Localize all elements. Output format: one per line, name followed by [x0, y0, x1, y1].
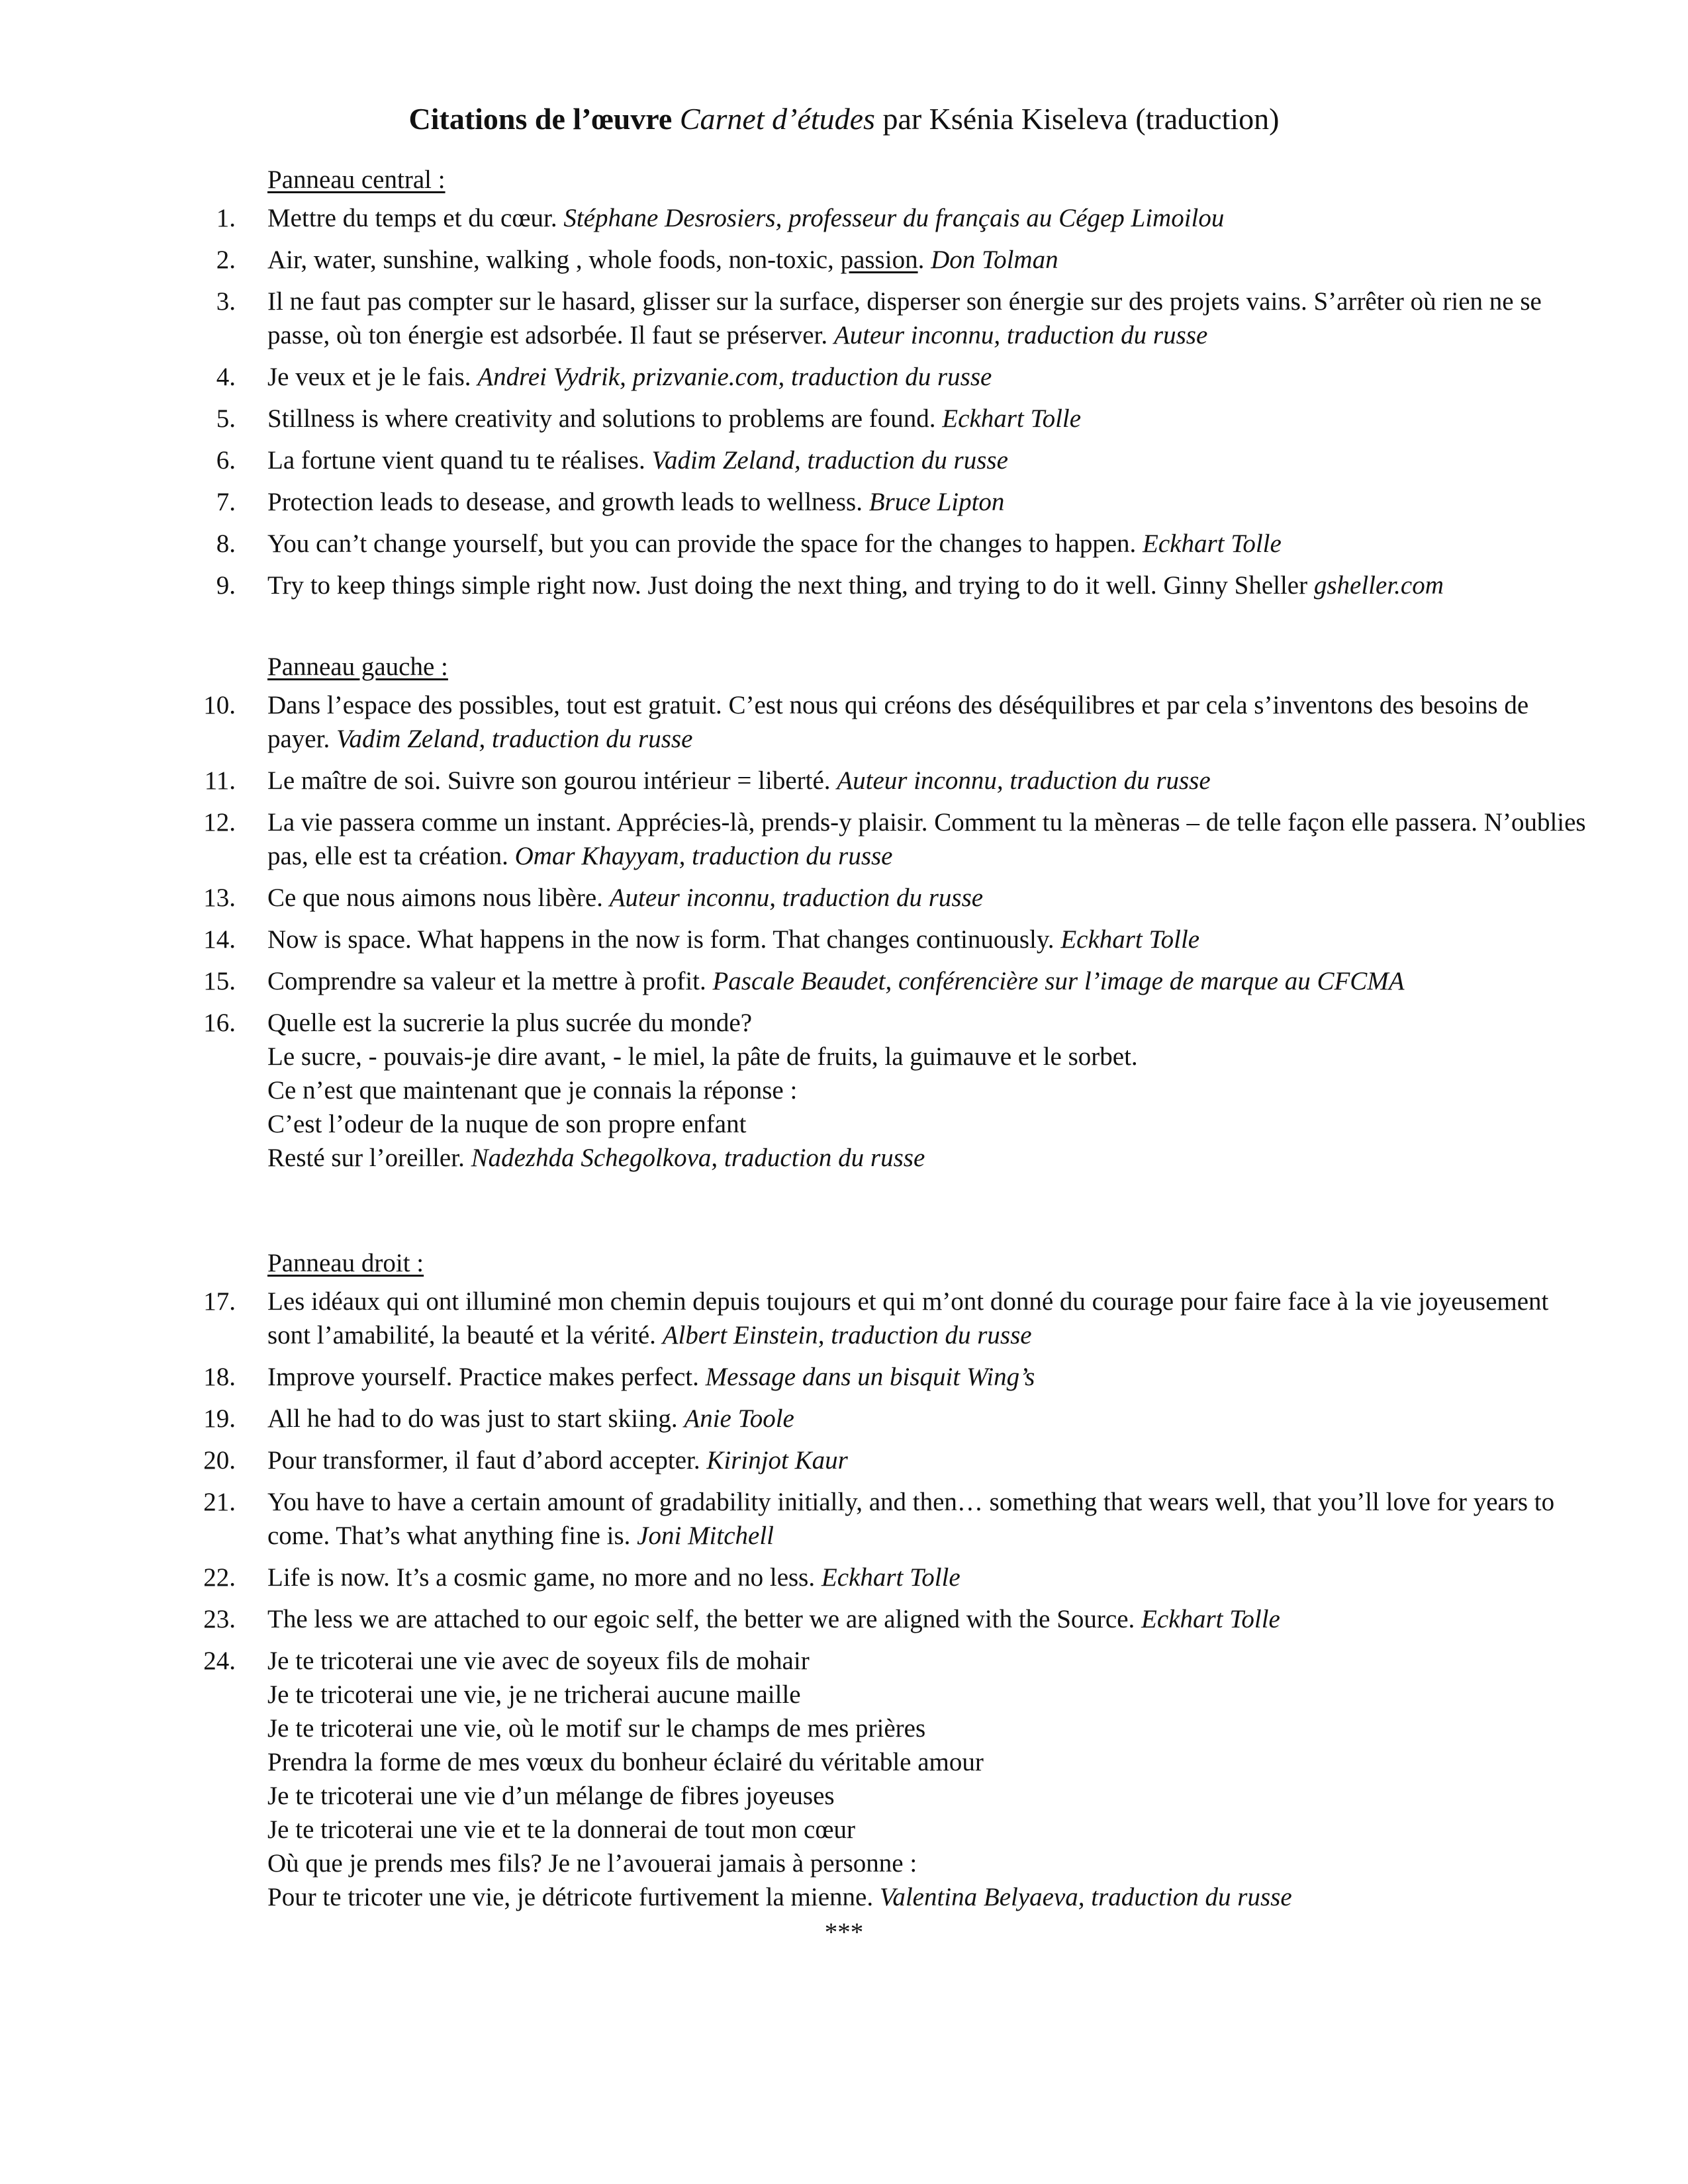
quote-item — [199, 1360, 1595, 1394]
quote-number: 4. — [216, 363, 236, 391]
quote-number: 7. — [216, 488, 236, 516]
poem-line: Je te tricoterai une vie, je ne tricherai aucune maille — [267, 1680, 801, 1709]
title-italic-part: Carnet d’études — [679, 102, 875, 136]
quote-author: Eckhart Tolle — [1141, 1605, 1280, 1633]
poem-line: Je te tricoterai une vie avec de soyeux fils de mohair — [267, 1647, 810, 1675]
quote-item — [199, 443, 1595, 477]
poem-line: Ce n’est que maintenant que je connais la réponse : — [267, 1076, 798, 1105]
quote-number: 15. — [203, 967, 236, 995]
quote-text: Protection leads to desease, and growth leads to wellness. — [267, 488, 863, 516]
quote-author: Eckhart Tolle — [821, 1563, 961, 1592]
quote-text: Le maître de soi. Suivre son gourou intérieur = liberté. — [267, 766, 831, 795]
poem-line: Je te tricoterai une vie et te la donnerai de tout mon cœur — [267, 1815, 855, 1844]
quote-item — [199, 1006, 1595, 1175]
quote-author: Albert Einstein, traduction du russe — [662, 1321, 1032, 1349]
quote-item — [199, 1644, 1595, 1914]
quote-number: 12. — [203, 808, 236, 837]
quote-item — [199, 485, 1595, 519]
quote-author: Eckhart Tolle — [942, 404, 1082, 433]
quote-author: Vadim Zeland, traduction du russe — [651, 446, 1008, 475]
quote-author: Joni Mitchell — [637, 1522, 774, 1550]
quote-author: Auteur inconnu, traduction du russe — [837, 766, 1211, 795]
quote-number: 10. — [203, 691, 236, 719]
quote-item — [199, 569, 1595, 602]
quote-author: Bruce Lipton — [868, 488, 1005, 516]
quote-author: Vadim Zeland, traduction du russe — [336, 725, 693, 753]
section-spacer — [199, 1183, 1595, 1246]
quote-number: 16. — [203, 1009, 236, 1037]
poem-line: Je te tricoterai une vie d’un mélange de fibres joyeuses — [267, 1782, 835, 1810]
quote-number: 5. — [216, 404, 236, 433]
quote-text: Les idéaux qui ont illuminé mon chemin depuis toujours et qui m’ont donné du courage pour faire face à la vie joyeusement sont l’amabilité, la beauté et la vérité. — [267, 1287, 1549, 1349]
poem-line: Quelle est la sucrerie la plus sucrée du monde? — [267, 1009, 753, 1037]
poem-line: Prendra la forme de mes vœux du bonheur éclairé du véritable amour — [267, 1748, 984, 1776]
section-heading: Panneau droit : — [267, 1249, 424, 1277]
quote-text: Pour transformer, il faut d’abord accepter. — [267, 1446, 700, 1475]
quote-text: La vie passera comme un instant. Apprécies-là, prends-y plaisir. Comment tu la mèneras – de telle façon elle passera. N’oublies pas, elle est ta création. — [267, 808, 1586, 870]
quote-item — [199, 360, 1595, 394]
quote-text: Pour te tricoter une vie, je détricote furtivement la mienne. — [267, 1883, 874, 1911]
quote-author: Nadezhda Schegolkova, traduction du russe — [471, 1144, 925, 1172]
section-heading: Panneau gauche : — [267, 653, 448, 681]
quote-list — [199, 201, 1595, 602]
quote-item — [199, 402, 1595, 435]
quote-author: Andrei Vydrik, prizvanie.com, traduction du russe — [477, 363, 992, 391]
quote-author: Omar Khayyam, traduction du russe — [514, 842, 893, 870]
quote-text: All he had to do was just to start skiing. — [267, 1404, 678, 1433]
quote-author: Auteur inconnu, traduction du russe — [833, 321, 1208, 349]
quote-number: 6. — [216, 446, 236, 475]
quote-list — [199, 1285, 1595, 1914]
quote-item — [199, 285, 1595, 352]
quote-author: Kirinjot Kaur — [706, 1446, 848, 1475]
document-title — [93, 99, 1595, 139]
quote-text: Resté sur l’oreiller. — [267, 1144, 465, 1172]
quote-number: 19. — [203, 1404, 236, 1433]
quote-item — [199, 1485, 1595, 1553]
quote-text: Life is now. It’s a cosmic game, no more and no less. — [267, 1563, 816, 1592]
quote-text: Il ne faut pas compter sur le hasard, glisser sur la surface, disperser son énergie sur des projets vains. S’arrêter où rien ne se passe, où ton énergie est adsorbée. Il faut se préserver. — [267, 287, 1542, 349]
quote-item — [199, 243, 1595, 277]
section-panneau-central — [199, 163, 1595, 602]
poem-last-line — [267, 1141, 1595, 1175]
quote-text-before: Air, water, sunshine, walking , whole foods, non-toxic, — [267, 246, 834, 274]
quote-number: 21. — [203, 1488, 236, 1516]
quote-item — [199, 805, 1595, 873]
quote-number: 24. — [203, 1647, 236, 1675]
section-panneau-droit — [199, 1246, 1595, 1914]
title-rest-part: par Ksénia Kiseleva (traduction) — [882, 102, 1280, 136]
quote-text: Comprendre sa valeur et la mettre à profit. — [267, 967, 706, 995]
poem-line: Je te tricoterai une vie, où le motif sur le champs de mes prières — [267, 1714, 926, 1743]
end-marker: *** — [824, 1918, 864, 1946]
quote-author: Valentina Belyaeva, traduction du russe — [879, 1883, 1292, 1911]
quote-text: Now is space. What happens in the now is form. That changes continuously. — [267, 925, 1055, 954]
quote-author: Anie Toole — [684, 1404, 794, 1433]
quote-item — [199, 688, 1595, 756]
quote-author: Message dans un bisquit Wing’s — [705, 1363, 1035, 1391]
quote-text: Je veux et je le fais. — [267, 363, 471, 391]
section-spacer — [199, 610, 1595, 650]
quote-author: Eckhart Tolle — [1060, 925, 1200, 954]
quote-number: 13. — [203, 884, 236, 912]
quote-text: Improve yourself. Practice makes perfect. — [267, 1363, 699, 1391]
quote-item — [199, 964, 1595, 998]
quote-item — [199, 201, 1595, 235]
section-panneau-gauche — [199, 650, 1595, 1175]
quote-number: 9. — [216, 571, 236, 600]
title-bold-part: Citations de l’œuvre — [408, 102, 673, 136]
quote-text: Dans l’espace des possibles, tout est gratuit. C’est nous qui créons des déséquilibres et par cela s’inventons des besoins de payer. — [267, 691, 1529, 753]
quote-text-after: . — [917, 246, 925, 274]
quote-text — [267, 246, 924, 274]
quote-number: 2. — [216, 246, 236, 274]
quote-text: Try to keep things simple right now. Just doing the next thing, and trying to do it well. Ginny Sheller — [267, 571, 1308, 600]
quote-text: Stillness is where creativity and solutions to problems are found. — [267, 404, 936, 433]
quote-item — [199, 1561, 1595, 1594]
quote-item — [199, 923, 1595, 956]
quote-text-underlined: passion — [840, 246, 918, 274]
quote-author: Eckhart Tolle — [1143, 529, 1282, 558]
quote-author: Auteur inconnu, traduction du russe — [609, 884, 984, 912]
quote-number: 14. — [203, 925, 236, 954]
quote-text: You can’t change yourself, but you can provide the space for the changes to happen. — [267, 529, 1137, 558]
quote-number: 3. — [216, 287, 236, 316]
quote-item — [199, 764, 1595, 797]
quote-text: You have to have a certain amount of gradability initially, and then… something that wears well, that you’ll love for years to come. That’s what anything fine is. — [267, 1488, 1555, 1550]
quote-text: Ce que nous aimons nous libère. — [267, 884, 603, 912]
quote-author: Don Tolman — [931, 246, 1058, 274]
quote-number: 8. — [216, 529, 236, 558]
quote-text: La fortune vient quand tu te réalises. — [267, 446, 645, 475]
quote-number: 20. — [203, 1446, 236, 1475]
quote-number: 11. — [204, 766, 236, 795]
quote-number: 18. — [203, 1363, 236, 1391]
quote-item — [199, 1602, 1595, 1636]
poem-line: C’est l’odeur de la nuque de son propre enfant — [267, 1110, 747, 1138]
quote-item — [199, 1443, 1595, 1477]
quote-author: Pascale Beaudet, conférencière sur l’image de marque au CFCMA — [712, 967, 1405, 995]
quote-author: gsheller.com — [1313, 571, 1444, 600]
quote-author: Stéphane Desrosiers, professeur du français au Cégep Limoilou — [563, 204, 1225, 232]
quote-text: Mettre du temps et du cœur. — [267, 204, 557, 232]
quote-number: 22. — [203, 1563, 236, 1592]
quote-item — [199, 1402, 1595, 1435]
quote-list — [199, 688, 1595, 1175]
quote-item — [199, 881, 1595, 915]
quote-number: 17. — [203, 1287, 236, 1316]
quote-text: The less we are attached to our egoic self, the better we are aligned with the Source. — [267, 1605, 1135, 1633]
quote-number: 23. — [203, 1605, 236, 1633]
poem-line: Le sucre, - pouvais-je dire avant, - le miel, la pâte de fruits, la guimauve et le sorbet. — [267, 1042, 1138, 1071]
poem-line: Où que je prends mes fils? Je ne l’avouerai jamais à personne : — [267, 1849, 917, 1878]
quote-number: 1. — [216, 204, 236, 232]
poem-last-line — [267, 1880, 1595, 1914]
section-heading: Panneau central : — [267, 165, 445, 194]
quote-item — [199, 1285, 1595, 1352]
quote-item — [199, 527, 1595, 561]
